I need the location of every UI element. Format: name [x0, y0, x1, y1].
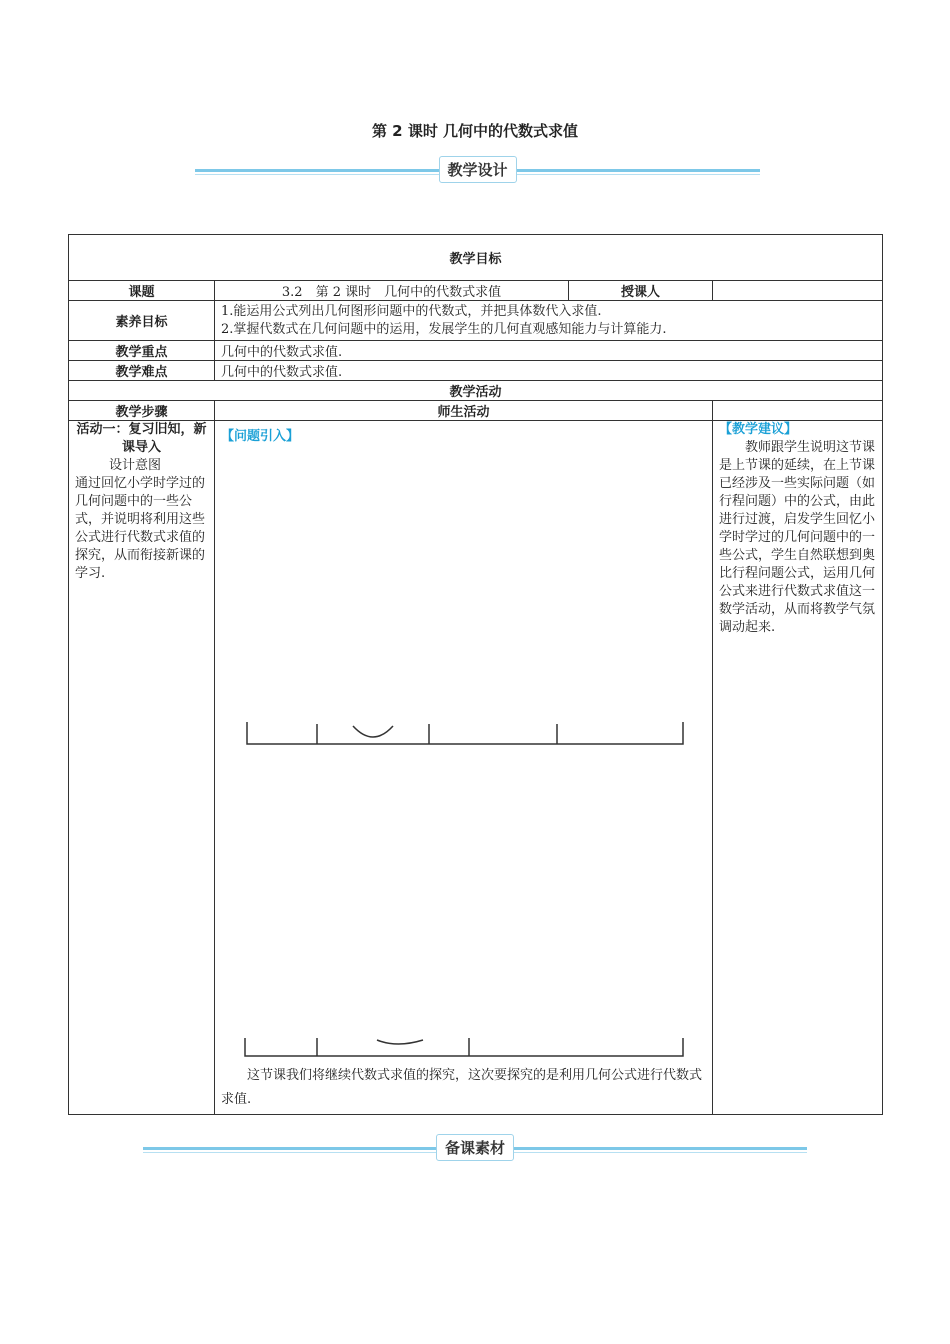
- section-banner-label: 备课素材: [436, 1134, 514, 1161]
- teacher-student-activity: [215, 421, 713, 1115]
- figure-lower-ticks: [317, 1038, 469, 1056]
- literacy-label: 素养目标: [69, 301, 215, 341]
- empty-header-cell: [713, 401, 883, 421]
- page-title: 第 2 课时 几何中的代数式求值: [371, 122, 579, 140]
- difficult-point-value: 几何中的代数式求值.: [215, 361, 883, 381]
- teacher-student-label: 师生活动: [215, 401, 713, 421]
- key-point-label: 教学重点: [69, 341, 215, 361]
- difficult-point-label: 教学难点: [69, 361, 215, 381]
- section-banner-label: 教学设计: [438, 156, 516, 183]
- figure-lower-arc: [377, 1040, 423, 1044]
- geometry-figure-svg: [221, 444, 707, 1064]
- problem-intro-label: 【问题引入】: [221, 429, 300, 444]
- goal-header: 教学目标: [69, 235, 883, 281]
- teaching-suggestion: [713, 421, 883, 1115]
- suggestion-text: 教师跟学生说明这节课是上节课的延续，在上节课已经涉及一些实际问题（如行程问题）中的公式，由此进行过渡，启发学生回忆小学时学过的几何问题中的一些公式，学生自然联想到奥比行程问题公式，运用几何公式来进行代数式求值这一数学活动，从而将教学气氛调动起来.: [719, 440, 876, 635]
- teacher-value: [713, 281, 883, 301]
- key-point-value: 几何中的代数式求值.: [215, 341, 883, 361]
- design-intent-text: 通过回忆小学时学过的几何问题中的一些公式，并说明将利用这些公式进行代数式求值的探究，从而衔接新课的学习.: [75, 476, 206, 581]
- figure-lower-baseline: [245, 1038, 683, 1056]
- figure-upper-baseline: [247, 722, 683, 744]
- activity1-title: 活动一：复习旧知，新课导入: [76, 422, 207, 455]
- topic-label: 课题: [69, 281, 215, 301]
- teacher-label: 授课人: [569, 281, 713, 301]
- activity1-cell: [69, 421, 215, 1115]
- geometry-figures: [221, 444, 706, 1064]
- literacy-goals: [215, 301, 883, 341]
- literacy-goal-1: 1.能运用公式列出几何图形问题中的代数式，并把具体数代入求值.: [221, 303, 602, 319]
- lesson-plan-table: [68, 234, 883, 1115]
- activity-header: 教学活动: [69, 381, 883, 401]
- literacy-goal-2: 2.掌握代数式在几何问题中的运用，发展学生的几何直观感知能力与计算能力.: [221, 321, 667, 337]
- topic-value: 3.2 第 2 课时 几何中的代数式求值: [215, 281, 569, 301]
- design-intent-label: 设计意图: [109, 458, 162, 473]
- intro-text: 这节课我们将继续代数式求值的探究，这次要探究的是利用几何公式进行代数式求值.: [221, 1068, 703, 1107]
- section-banner-materials: [143, 1139, 807, 1157]
- steps-label: 教学步骤: [69, 401, 215, 421]
- figure-upper-arc: [353, 726, 393, 737]
- section-banner-teaching-design: [195, 161, 760, 179]
- suggestion-title: 【教学建议】: [719, 422, 798, 437]
